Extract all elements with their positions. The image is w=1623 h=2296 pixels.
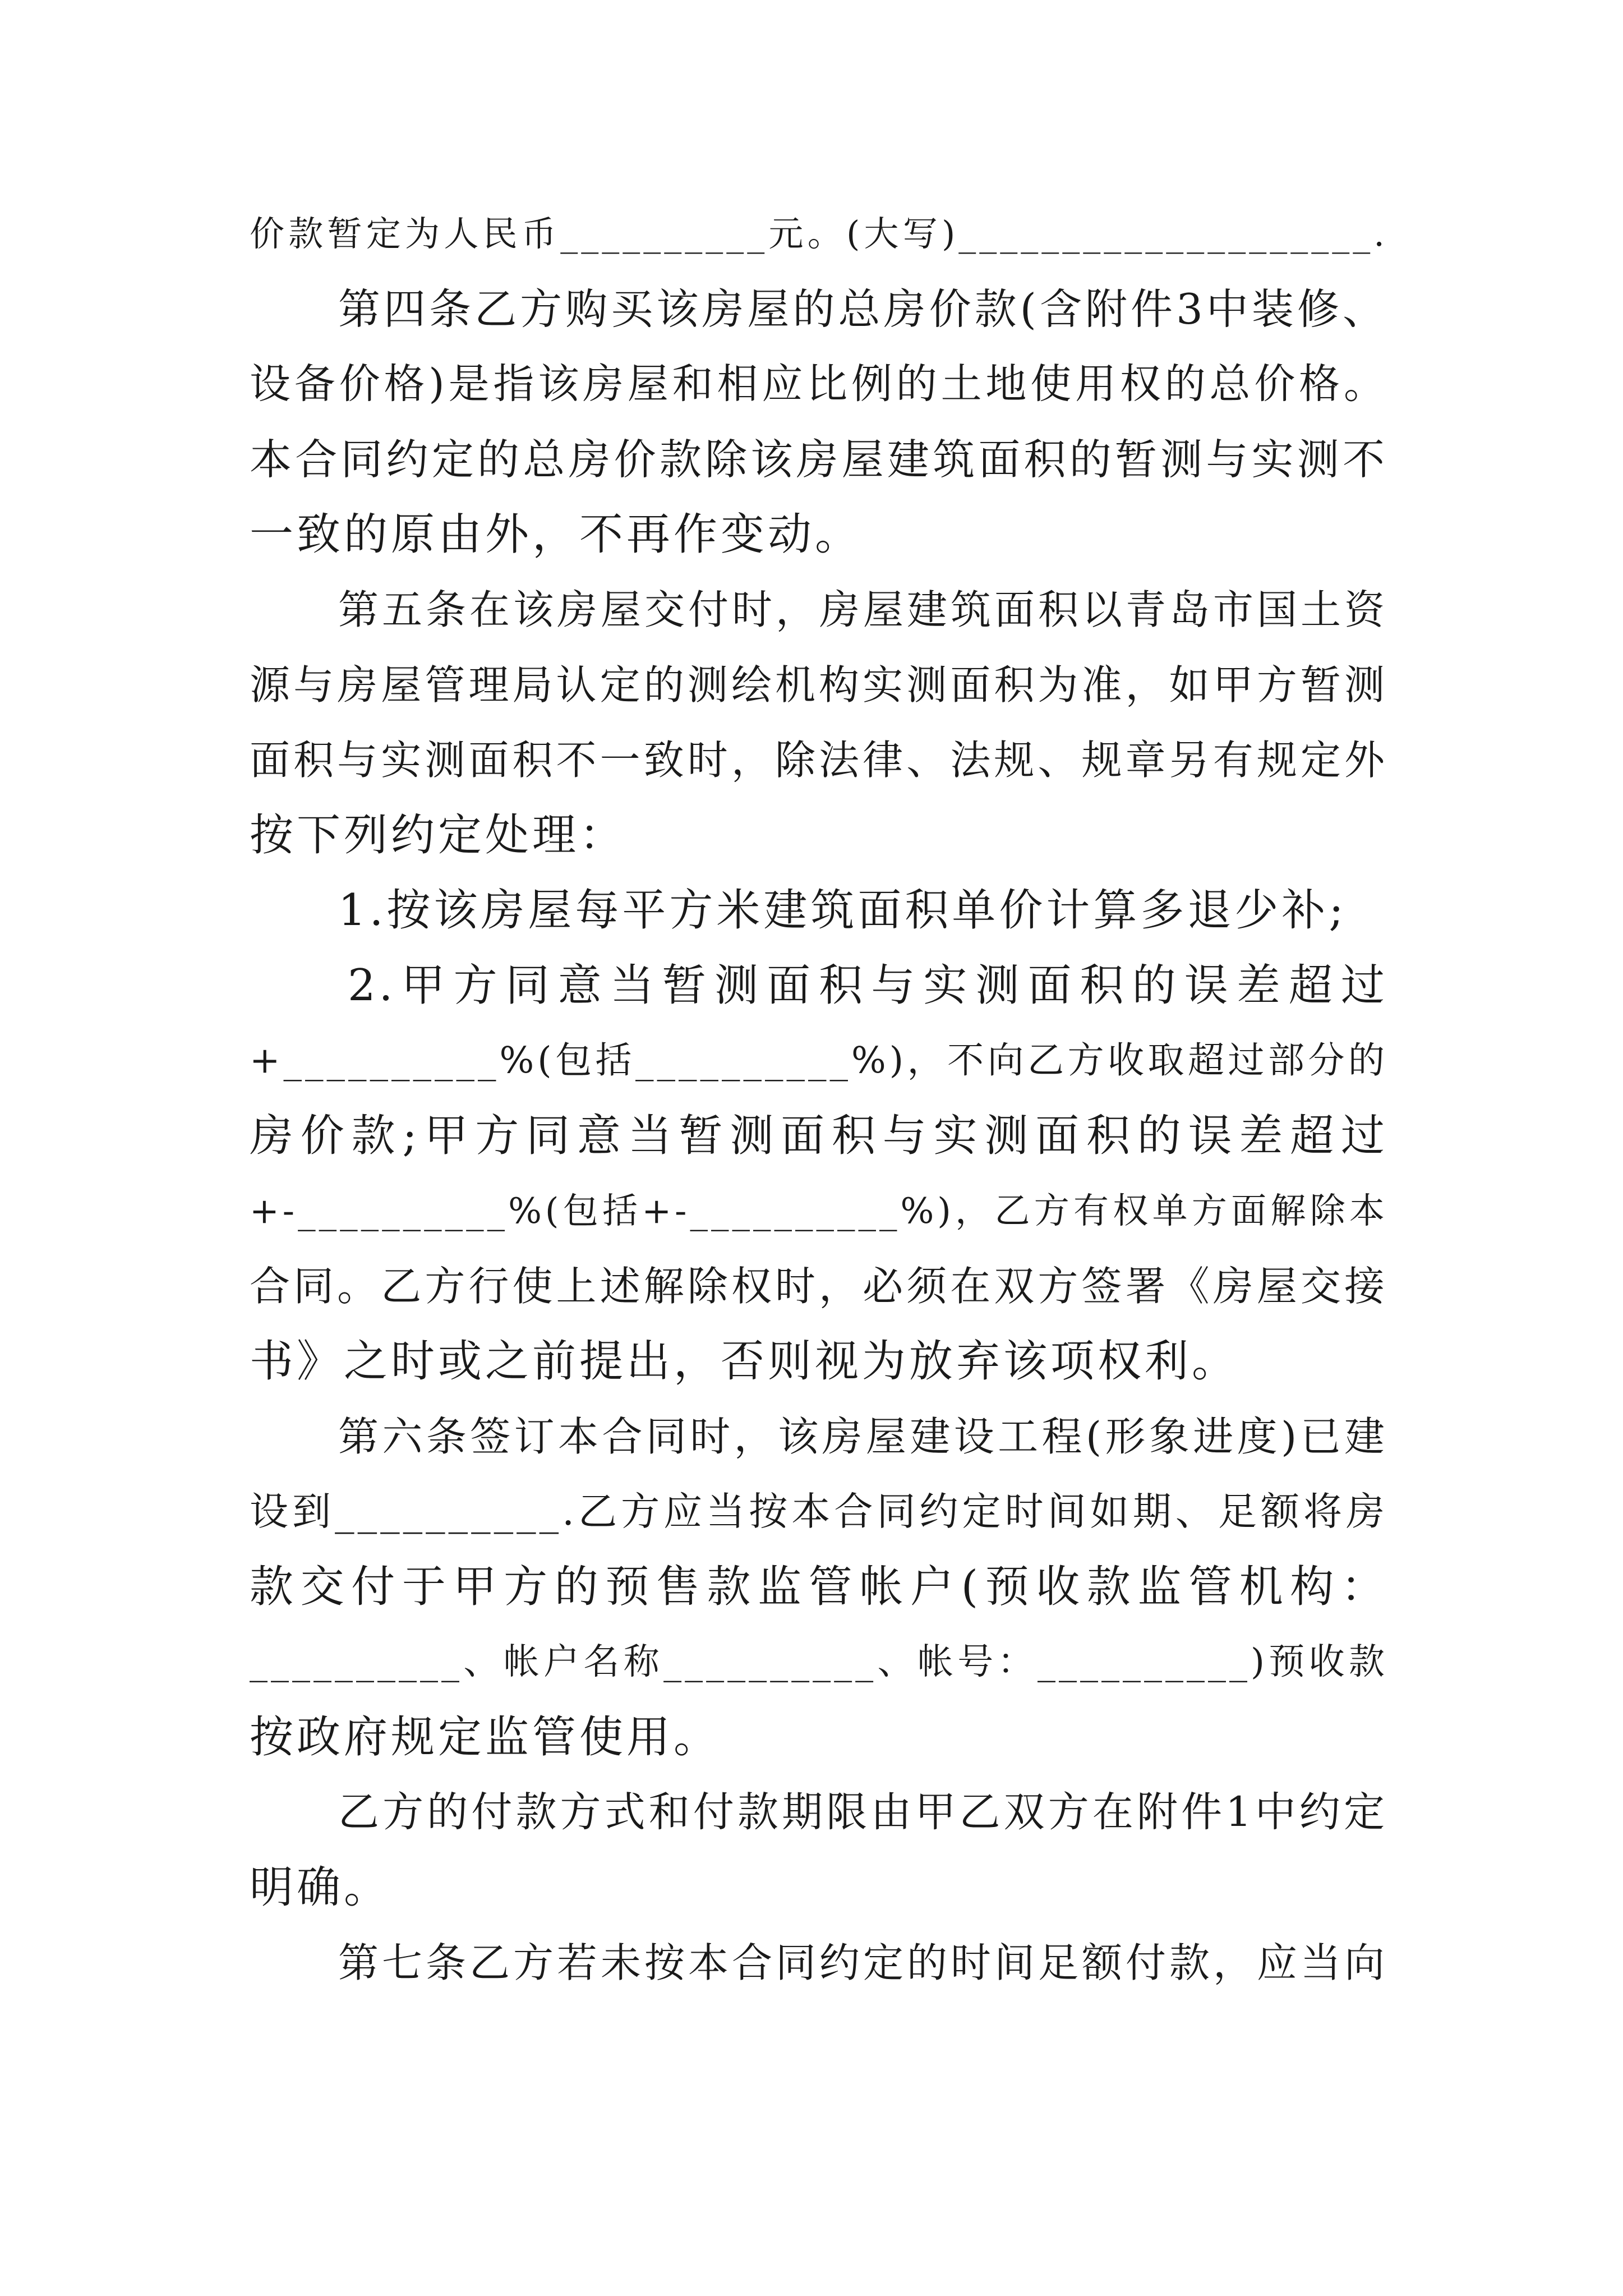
text-line: 第四条乙方购买该房屋的总房价款(含附件3中装修、 xyxy=(338,284,1388,334)
text-line: 按政府规定监管使用。 xyxy=(250,1712,721,1763)
text-line: 房价款;甲方同意当暂测面积与实测面积的误差超过 xyxy=(250,1111,1388,1161)
text-line: +__________%(包括__________%)，不向乙方收取超过部分的 xyxy=(250,1039,1388,1082)
text-line: 面积与实测面积不一致时，除法律、法规、规章另有规定外 xyxy=(250,737,1388,784)
text-line: 设到__________.乙方应当按本合同约定时间如期、足额将房 xyxy=(250,1489,1388,1534)
text-line: 明确。 xyxy=(250,1862,391,1913)
text-line: 第六条签订本合同时，该房屋建设工程(形象进度)已建 xyxy=(338,1413,1388,1460)
text-line: 2.甲方同意当暂测面积与实测面积的误差超过 xyxy=(348,960,1388,1011)
text-line: 源与房屋管理局认定的测绘机构实测面积为准，如甲方暂测 xyxy=(250,661,1388,708)
text-line: 1.按该房屋每平方米建筑面积单价计算多退少补; xyxy=(338,885,1347,936)
document-body xyxy=(250,196,1388,2000)
text-line: 本合同约定的总房价款除该房屋建筑面积的暂测与实测不 xyxy=(250,435,1388,484)
text-line: +-__________%(包括+-__________%)，乙方有权单方面解除本 xyxy=(250,1190,1388,1231)
text-line: 书》之时或之前提出，否则视为放弃该项权利。 xyxy=(250,1336,1239,1387)
text-line: 设备价格)是指该房屋和相应比例的土地使用权的总价格。 xyxy=(250,360,1388,408)
text-line: 合同。乙方行使上述解除权时，必须在双方签署《房屋交接 xyxy=(250,1263,1388,1310)
text-line: 一致的原由外，不再作变动。 xyxy=(250,509,863,560)
text-line: 价款暂定为人民币__________元。(大写)____________________. xyxy=(250,213,1388,254)
text-line: 乙方的付款方式和付款期限由甲乙双方在附件1中约定 xyxy=(338,1788,1388,1836)
text-line: 款交付于甲方的预售款监管帐户(预收款监管机构： xyxy=(250,1562,1388,1612)
text-line: __________、帐户名称__________、帐号：__________)预收款 xyxy=(250,1641,1388,1683)
text-line: 第七条乙方若未按本合同约定的时间足额付款，应当向 xyxy=(338,1939,1389,1986)
text-line: 按下列约定处理： xyxy=(250,810,627,861)
text-line: 第五条在该房屋交付时，房屋建筑面积以青岛市国土资 xyxy=(338,586,1389,633)
